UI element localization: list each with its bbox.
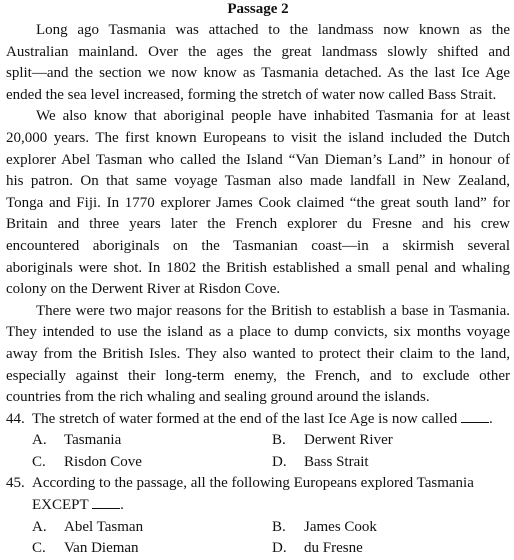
paragraph-3: [6, 301, 510, 409]
option-text: James Cook: [304, 518, 377, 535]
paragraph-line: encountered aboriginals on the Tasmanian coast—in a skirmish several: [6, 237, 510, 254]
question-stem: [6, 473, 510, 516]
paragraph-line: Long ago Tasmania was attached to the landmass now known as the: [36, 22, 510, 38]
paragraph-line: countries from the rich whaling and sealing ground around the islands.: [6, 389, 430, 406]
option-text: Risdon Cove: [64, 453, 142, 470]
paragraph-line: away from the British Isles. They also wanted to protect their claim to the land,: [6, 345, 510, 362]
paragraph-line: Britain and three years later the French explorer du Fresne and his crew: [6, 216, 510, 233]
option-c[interactable]: [32, 538, 272, 560]
paragraph-line: aboriginals were shot. In 1802 the British established a small penal and whaling: [6, 259, 510, 276]
question-punctuation: .: [489, 410, 493, 427]
passage-title: Passage 2: [227, 1, 289, 17]
paragraph-line: his patron. On that same voyage Tasman also made landfall in New Zealand,: [6, 173, 510, 190]
question-45: [6, 473, 510, 559]
paragraph-line: There were two major reasons for the British to establish a base in Tasmania.: [36, 302, 510, 319]
option-letter: D.: [272, 540, 287, 557]
paragraph-line: Australian mainland. Over the ages the great landmass slowly shifted and: [6, 43, 510, 60]
option-text: Abel Tasman: [64, 518, 144, 535]
question-punctuation: .: [120, 497, 124, 514]
paragraph-line: explorer Abel Tasman who called the Island “Van Dieman’s Land” in honour of: [6, 151, 510, 168]
paragraph-line: We also know that aboriginal people have inhabited Tasmania for at least: [36, 108, 510, 125]
option-c[interactable]: [32, 452, 272, 474]
option-text: du Fresne: [304, 540, 363, 557]
option-a[interactable]: [32, 430, 272, 452]
paragraph-line: 20,000 years. The first known Europeans to visit the island included the Dutch: [6, 129, 510, 146]
paragraph-line: especially against their long-term enemy, the French, and to exclude other: [6, 367, 510, 384]
option-d[interactable]: [272, 538, 512, 560]
option-letter: A.: [32, 518, 47, 535]
question-number: 45.: [6, 475, 25, 492]
question-44: [6, 409, 510, 474]
option-letter: C.: [32, 540, 46, 557]
option-b[interactable]: [272, 517, 512, 539]
option-text: Bass Strait: [304, 453, 369, 470]
question-number: 44.: [6, 410, 25, 427]
option-letter: B.: [272, 518, 286, 535]
answer-blank: [461, 410, 489, 423]
option-text: Van Dieman: [64, 540, 139, 557]
paragraph-line: split—and the section we now know as Tasmania detached. As the last Ice Age: [6, 65, 510, 82]
paragraph-1: [6, 20, 510, 106]
question-text: According to the passage, all the following Europeans explored Tasmania: [32, 475, 474, 492]
answer-options: [6, 430, 510, 473]
paragraph-line: They intended to use the island as a place to dump convicts, six months voyage: [6, 324, 510, 341]
paragraph-line: Tonga and Fiji. In 1770 explorer James Cook claimed “the great south land” for: [6, 194, 510, 211]
answer-blank: [92, 496, 120, 509]
option-a[interactable]: [32, 517, 272, 539]
option-d[interactable]: [272, 452, 512, 474]
option-letter: D.: [272, 453, 287, 470]
question-text: The stretch of water formed at the end of the last Ice Age is now called: [32, 410, 458, 427]
option-letter: B.: [272, 432, 286, 449]
document-page: [0, 1, 514, 557]
option-text: Tasmania: [64, 432, 122, 449]
answer-options: [6, 517, 510, 560]
option-text: Derwent River: [304, 432, 393, 449]
option-letter: C.: [32, 453, 46, 470]
question-text: EXCEPT: [32, 497, 89, 514]
paragraph-2: [6, 106, 510, 300]
paragraph-line: ended the sea level increased, forming the stretch of water now called Bass Strait.: [6, 86, 497, 103]
option-letter: A.: [32, 432, 47, 449]
question-stem: [6, 409, 510, 431]
paragraph-line: colony on the Derwent River at Risdon Cove.: [6, 281, 281, 298]
option-b[interactable]: [272, 430, 512, 452]
